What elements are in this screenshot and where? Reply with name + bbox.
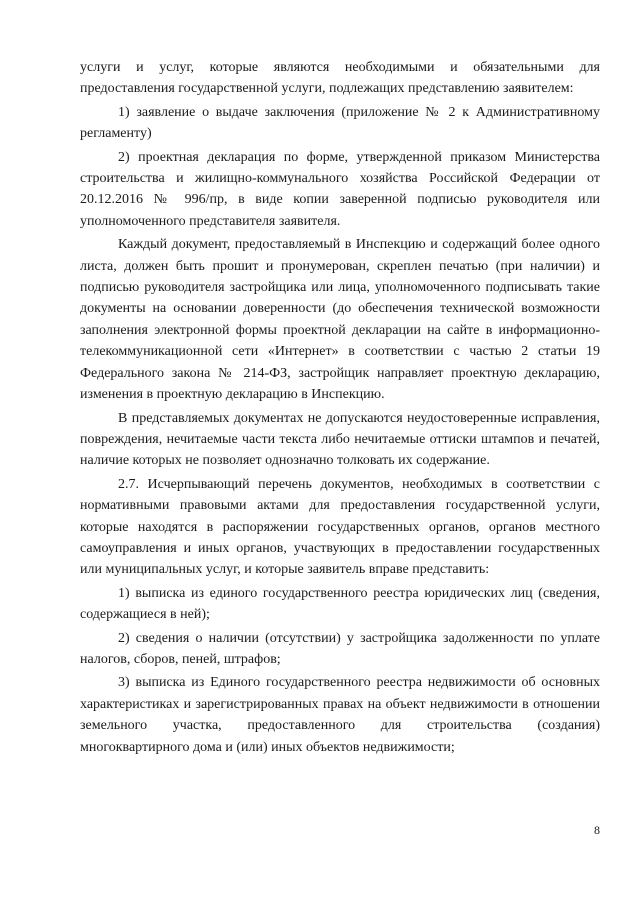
page-number: 8	[594, 823, 600, 837]
paragraph-item-2: 2) проектная декларация по форме, утвержденной приказом Министерства строительства и жилищно-коммунального хозяйства Российской Федерации от 20.12.2016 № 996/пр, в виде копии заверенной подписью руководителя или уполномоченного представителя заявителя.	[80, 149, 600, 229]
paragraph-list-item-1: 1) выписка из единого государственного реестра юридических лиц (сведения, содержащиеся в ней);	[80, 585, 600, 623]
paragraph-section-2-7: 2.7. Исчерпывающий перечень документов, необходимых в соответствии с нормативными правовыми актами для предоставления государственной услуги, которые находятся в распоряжении государственных органов, органов местного самоуправления и иных органов, участвующих в предоставлении государственных или муниципальных услуг, и которые заявитель вправе представить:	[80, 476, 600, 578]
document-body	[80, 57, 600, 760]
paragraph-list-item-2: 2) сведения о наличии (отсутствии) у застройщика задолженности по уплате налогов, сборов, пеней, штрафов;	[80, 630, 600, 667]
paragraph-intro: услуги и услуг, которые являются необходимыми и обязательными для предоставления государственной услуги, подлежащих представлению заявителем:	[80, 60, 600, 97]
paragraph-item-1: 1) заявление о выдаче заключения (приложение № 2 к Административному регламенту)	[80, 104, 600, 142]
paragraph-document-requirements: Каждый документ, предоставляемый в Инспекцию и содержащий более одного листа, должен быть прошит и пронумерован, скреплен печатью (при наличии) и подписью руководителя застройщика или лица, уполномоченного подписывать такие документы на основании доверенности (до обеспечения технической возможности заполнения электронной формы проектной декларации на сайте в информационно-телекоммуникационной сети «Интернет» в соответствии с частью 2 статьи 19 Федерального закона № 214-ФЗ, застройщик направляет проектную декларацию, изменения в проектную декларацию в Инспекцию.	[80, 237, 600, 403]
paragraph-corrections-not-allowed: В представляемых документах не допускаются неудостоверенные исправления, повреждения, нечитаемые части текста либо нечитаемые оттиски штампов и печатей, наличие которых не позволяет однозначно толковать их содержание.	[80, 410, 600, 469]
paragraph-list-item-3: 3) выписка из Единого государственного реестра недвижимости об основных характеристиках и зарегистрированных правах на объект недвижимости в отношении земельного участка, предоставленного для строительства (создания) многоквартирного дома и (или) иных объектов недвижимости;	[80, 675, 600, 755]
